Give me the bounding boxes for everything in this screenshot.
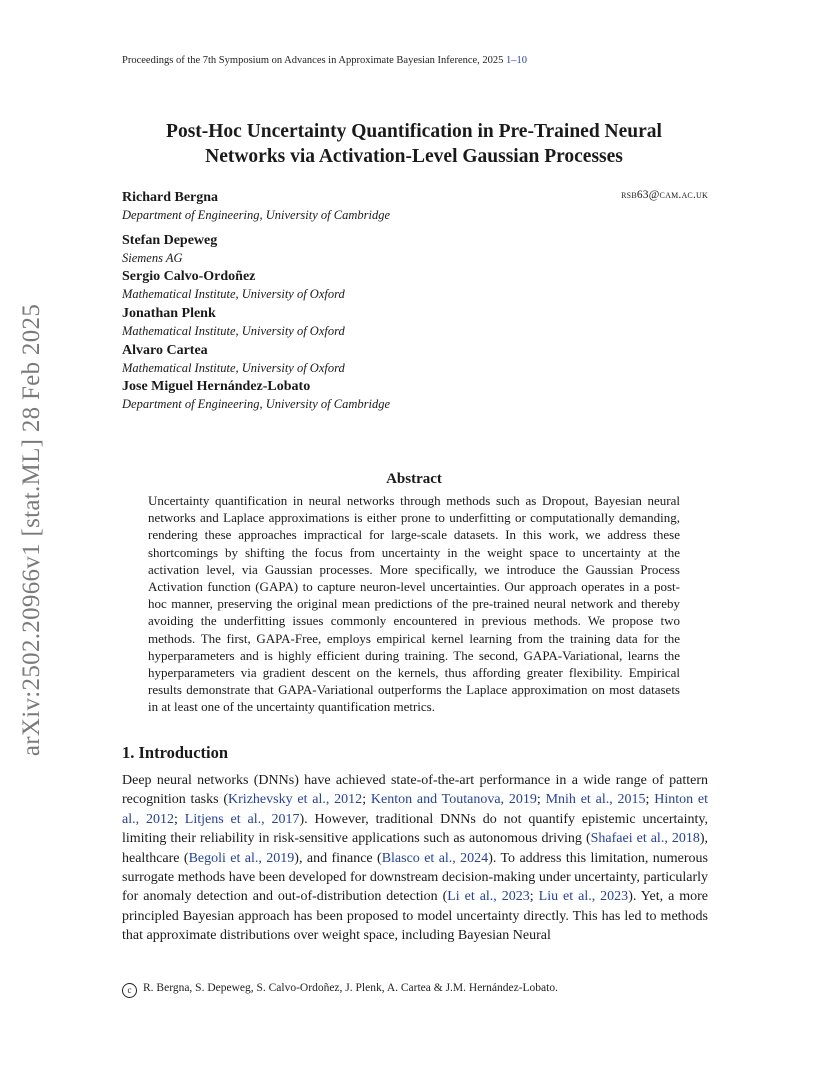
author-email: rsb63@cam.ac.uk bbox=[621, 189, 708, 201]
intro-text: ). To address this limitation, numerous surrogate methods have been developed for downstream decision-making under uncertainty, particularly for anomaly detection and out-of-distribution detection ( bbox=[122, 850, 708, 905]
author-1 bbox=[122, 189, 708, 223]
intro-text: ; bbox=[362, 792, 371, 808]
paper-title bbox=[110, 119, 718, 169]
author-affiliation: Mathematical Institute, University of Oxford bbox=[122, 361, 345, 375]
author-name: Stefan Depeweg bbox=[122, 233, 218, 248]
introduction-paragraph bbox=[122, 771, 708, 946]
author-name: Sergio Calvo-Ordoñez bbox=[122, 269, 256, 284]
arxiv-identifier: arXiv:2502.20966v1 [stat.ML] 28 Feb 2025 bbox=[18, 303, 46, 757]
citation-link[interactable]: Liu et al., 2023 bbox=[538, 889, 629, 905]
intro-text: ; bbox=[536, 792, 546, 808]
proceedings-text: Proceedings of the 7th Symposium on Advances in Approximate Bayesian Inference, 2025 bbox=[122, 55, 504, 66]
author-name: Jose Miguel Hernández-Lobato bbox=[122, 379, 311, 394]
citation-link[interactable]: Kenton and Toutanova, 2019 bbox=[370, 792, 537, 808]
intro-text: ). However, traditional DNNs do not quantify epistemic uncertainty, limiting their reliability in risk-sensitive applications such as autonomous driving ( bbox=[122, 811, 709, 847]
intro-text: ), healthcare ( bbox=[122, 831, 709, 866]
citation-link[interactable]: Shafaei et al., 2018 bbox=[590, 831, 700, 847]
author-2 bbox=[122, 232, 708, 266]
author-5 bbox=[122, 342, 708, 376]
arxiv-sidebar bbox=[8, 285, 56, 775]
page-range-link[interactable]: 1–10 bbox=[506, 55, 528, 66]
author-affiliation: Mathematical Institute, University of Oxford bbox=[122, 287, 345, 301]
intro-text: ), and finance ( bbox=[294, 850, 382, 866]
author-6 bbox=[122, 378, 708, 412]
author-affiliation: Department of Engineering, University of Cambridge bbox=[122, 208, 391, 222]
author-name: Alvaro Cartea bbox=[122, 343, 208, 358]
citation-link[interactable]: Hinton et al., 2012 bbox=[122, 792, 709, 827]
intro-text: Deep neural networks (DNNs) have achieved state-of-the-art performance in a wide range of pattern recognition tasks ( bbox=[122, 773, 708, 808]
citation-link[interactable]: Litjens et al., 2017 bbox=[184, 811, 300, 827]
citation-link[interactable]: Li et al., 2023 bbox=[447, 889, 530, 905]
citation-link[interactable]: Blasco et al., 2024 bbox=[381, 850, 489, 866]
title-line-2: Networks via Activation-Level Gaussian Processes bbox=[205, 146, 623, 167]
intro-text: ; bbox=[645, 792, 655, 808]
intro-text: ). Yet, a more principled Bayesian approach has been proposed to model uncertainty directly. This has led to methods that approximate distributions over weight space, including Bayesian Neural bbox=[122, 889, 709, 944]
author-affiliation: Department of Engineering, University of Cambridge bbox=[122, 397, 391, 411]
proceedings-header bbox=[122, 55, 527, 66]
author-affiliation: Mathematical Institute, University of Oxford bbox=[122, 324, 345, 338]
footer-authors: R. Bergna, S. Depeweg, S. Calvo-Ordoñez, J. Plenk, A. Cartea & J.M. Hernández-Lobato. bbox=[143, 982, 558, 994]
author-name: Richard Bergna bbox=[122, 190, 219, 205]
section-heading: 1. Introduction bbox=[122, 743, 229, 762]
author-affiliation: Siemens AG bbox=[122, 251, 183, 265]
copyright-footer bbox=[122, 982, 558, 998]
title-line-1: Post-Hoc Uncertainty Quantification in Pre-Trained Neural bbox=[166, 121, 662, 142]
intro-text: ; bbox=[529, 889, 539, 905]
citation-link[interactable]: Begoli et al., 2019 bbox=[188, 850, 295, 866]
abstract-text: Uncertainty quantification in neural networks through methods such as Dropout, Bayesian neural networks and Laplace approximations is either prone to underfitting or computationally demanding, rendering these approaches impractical for large-scale datasets. In this work, we address these shortcomings by shifting the focus from uncertainty in the weight space to uncertainty at the activation level, via Gaussian processes. More specifically, we introduce the Gaussian Process Activation function (GAPA) to capture neuron-level uncertainties. Our approach operates in a post-hoc manner, preserving the original mean predictions of the pre-trained neural network and thereby avoiding the underfitting issues commonly encountered in previous methods. We propose two methods. The first, GAPA-Free, employs empirical kernel learning from the training data for the hyperparameters and is highly efficient during training. The second, GAPA-Variational, learns the hyperparameters via gradient descent on the kernels, thus affording greater flexibility. Empirical results demonstrate that GAPA-Variational outperforms the Laplace approximation on most datasets in at least one of the uncertainty quantification metrics. bbox=[148, 493, 680, 715]
abstract-heading: Abstract bbox=[386, 471, 442, 487]
copyright-icon: c bbox=[122, 983, 137, 998]
citation-link[interactable]: Mnih et al., 2015 bbox=[545, 792, 646, 808]
author-name: Jonathan Plenk bbox=[122, 306, 216, 321]
intro-text: ; bbox=[173, 811, 185, 827]
citation-link[interactable]: Krizhevsky et al., 2012 bbox=[228, 792, 363, 808]
author-4 bbox=[122, 305, 708, 339]
author-3 bbox=[122, 268, 708, 302]
